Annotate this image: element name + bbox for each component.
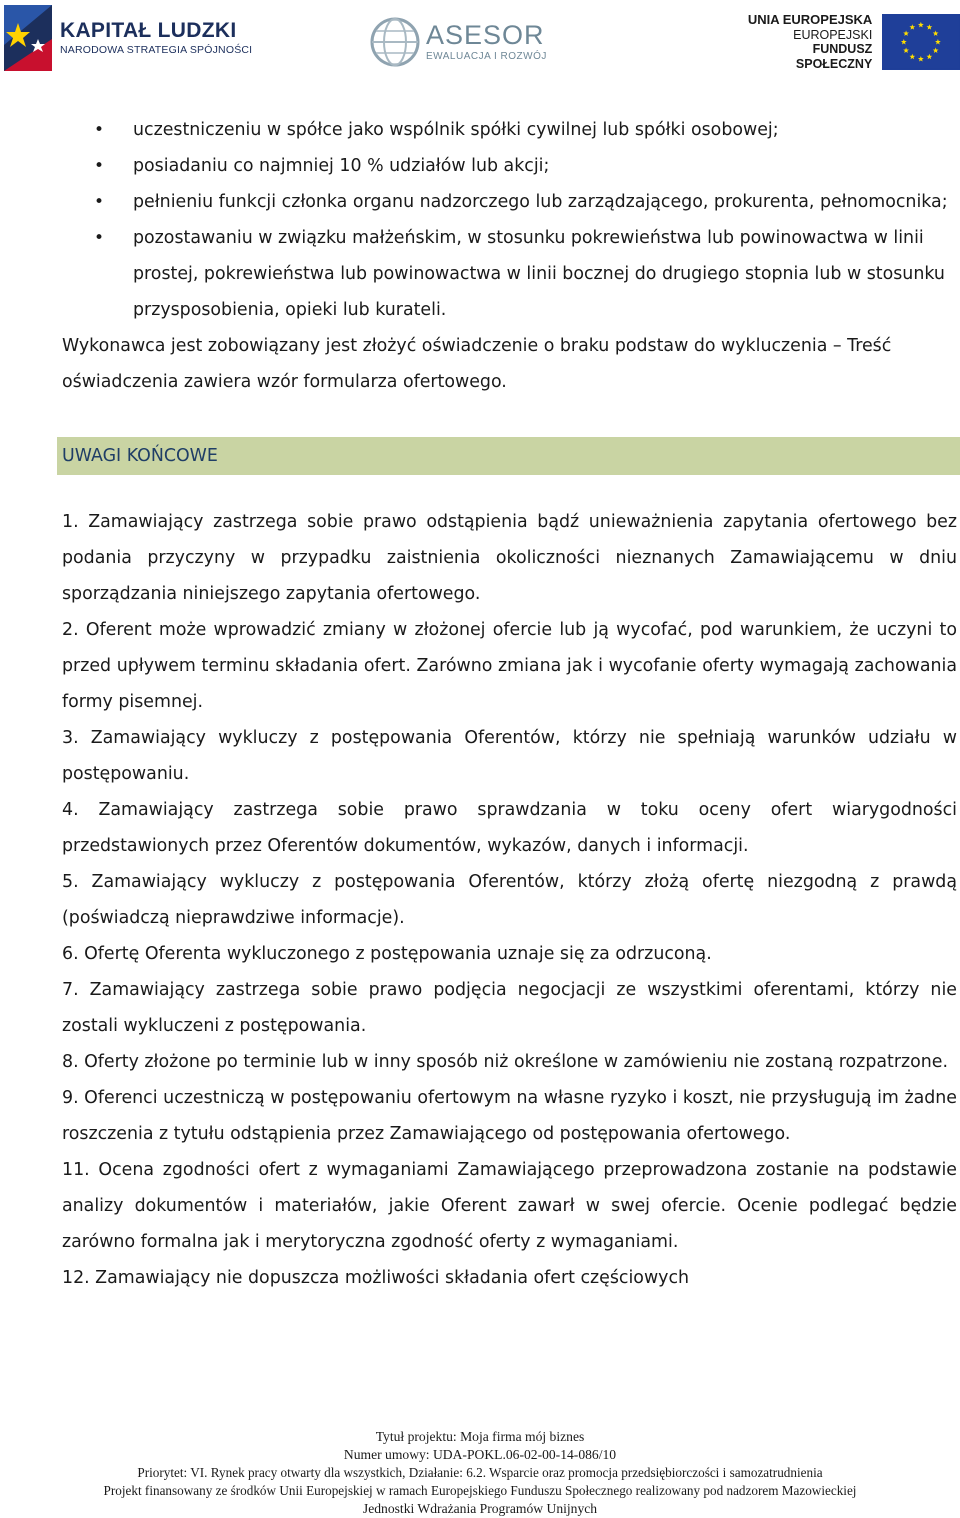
eu-line-3: FUNDUSZ SPOŁECZNY	[795, 42, 873, 71]
footer-priority: Priorytet: VI. Rynek pracy otwarty dla wszystkich, Działanie: 6.2. Wsparcie oraz promocja przedsiębiorczości i samozatrudnienia	[137, 1465, 823, 1480]
numbered-item: 7. Zamawiający zastrzega sobie prawo podjęcia negocjacji ze wszystkimi oferentami, którzy nie zostali wykluczeni z postępowania.	[62, 980, 957, 1036]
numbered-item: 2. Oferent może wprowadzić zmiany w złożonej ofercie lub ją wycofać, pod warunkiem, że uczyni to przed upływem terminu składania ofert. Zarówno zmiana jak i wycofanie oferty wymagają zachowania formy pisemnej.	[62, 620, 957, 712]
eu-line-1: UNIA EUROPEJSKA	[747, 11, 873, 27]
asesor-globe-icon	[370, 17, 420, 67]
numbered-item: 4. Zamawiający zastrzega sobie prawo sprawdzania w toku oceny ofert wiarygodności przedstawionych przez Oferentów dokumentów, wykazów, danych i informacji.	[62, 800, 957, 856]
list-item: • uczestniczeniu w spółce jako wspólnik spółki cywilnej lub spółki osobowej;	[62, 112, 957, 148]
list-item: • posiadaniu co najmniej 10 % udziałów lub akcji;	[62, 148, 957, 184]
kapital-ludzki-emblem-icon	[4, 5, 52, 71]
numbered-item: 1. Zamawiający zastrzega sobie prawo odstąpienia bądź unieważnienia zapytania ofertowego bez podania przyczyny w przypadku zaistnienia okoliczności nieznanych Zamawiającemu w dniu sporządzania niniejszego zapytania ofertowego.	[62, 512, 957, 604]
document-body	[62, 112, 957, 1296]
asesor-logo	[370, 14, 547, 70]
section-heading-bar	[57, 437, 960, 475]
asesor-subtitle: EWALUACJA I ROZWÓJ	[426, 51, 547, 62]
numbered-item: 9. Oferenci uczestniczą w postępowaniu ofertowym na własne ryzyko i koszt, nie przysługują im żadne roszczenia z tytułu odstąpienia przez Zamawiającego od postępowania ofertowego.	[62, 1088, 957, 1144]
footer-project-title: Tytuł projektu: Moja firma mój biznes	[375, 1429, 585, 1444]
page-footer	[0, 1428, 960, 1518]
numbered-item: 5. Zamawiający wykluczy z postępowania Oferentów, którzy złożą ofertę niezgodną z prawdą (poświadczą nieprawdziwe informacje).	[62, 872, 957, 928]
footer-contract-number: Numer umowy: UDA-POKL.06-02-00-14-086/10	[343, 1447, 617, 1462]
numbered-item: 8. Oferty złożone po terminie lub w inny sposób niż określone w zamówieniu nie zostaną rozpatrzone.	[62, 1052, 948, 1072]
numbered-item: 6. Ofertę Oferenta wykluczonego z postępowania uznaje się za odrzuconą.	[62, 944, 712, 964]
numbered-item: 11. Ocena zgodności ofert z wymaganiami Zamawiającego przeprowadzona zostanie na podstawie analizy dokumentów i materiałów, jakie Oferent zawarł w swej ofercie. Ocenie podlegać będzie zarówno formalna jak i merytoryczna zgodność oferty z wymaganiami.	[62, 1160, 957, 1252]
footer-agency: Jednostki Wdrażania Programów Unijnych	[362, 1501, 598, 1516]
list-item: • pełnieniu funkcji członka organu nadzorczego lub zarządzającego, prokurenta, pełnomocnika;	[62, 184, 957, 220]
kapital-ludzki-title: KAPITAŁ LUDZKI	[60, 19, 237, 43]
list-item: • pozostawaniu w związku małżeńskim, w stosunku pokrewieństwa lub powinowactwa w linii prostej, pokrewieństwa lub powinowactwa w linii bocznej do drugiego stopnia lub w stosunku przysposobienia, opieki lub kurateli.	[62, 220, 957, 328]
eu-line-2: EUROPEJSKI	[793, 27, 873, 42]
asesor-title: ASESOR	[426, 20, 545, 50]
footer-funding: Projekt finansowany ze środków Unii Europejskiej w ramach Europejskiego Funduszu Społecznego realizowany pod nadzorem Mazowieckiej	[103, 1483, 857, 1498]
page-header	[0, 0, 960, 80]
bullet-list	[62, 112, 957, 328]
exclusion-statement: Wykonawca jest zobowiązany jest złożyć oświadczenie o braku podstaw do wykluczenia – Treść oświadczenia zawiera wzór formularza ofertowego.	[62, 336, 892, 392]
eu-flag-icon	[882, 14, 960, 70]
kapital-ludzki-subtitle: NARODOWA STRATEGIA SPÓJNOŚCI	[60, 44, 253, 57]
numbered-item: 12. Zamawiający nie dopuszcza możliwości składania ofert częściowych	[62, 1268, 690, 1288]
numbered-item: 3. Zamawiający wykluczy z postępowania Oferentów, którzy nie spełniają warunków udziału w postępowaniu.	[62, 728, 957, 784]
section-title: UWAGI KOŃCOWE	[62, 446, 218, 466]
kapital-ludzki-logo	[4, 6, 252, 70]
eu-logo	[740, 12, 960, 72]
